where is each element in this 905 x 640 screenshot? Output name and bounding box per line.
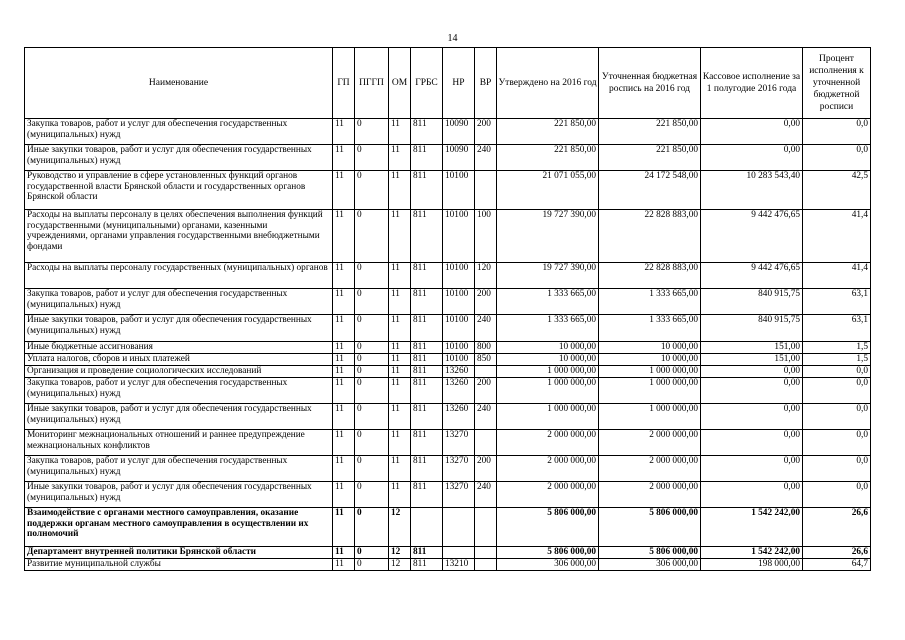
cell-name: Иные закупки товаров, работ и услуг для обеспечения государственных (муниципальных) нужд bbox=[25, 404, 333, 430]
cell-refined: 306 000,00 bbox=[599, 559, 701, 571]
cell-ppgp: 0 bbox=[355, 171, 389, 210]
cell-approved: 2 000 000,00 bbox=[497, 482, 599, 508]
cell-np: 10090 bbox=[443, 119, 475, 145]
cell-grbs: 811 bbox=[411, 171, 443, 210]
cell-percent: 63,1 bbox=[803, 289, 871, 315]
cell-gp: 11 bbox=[333, 366, 355, 378]
cell-vr: 200 bbox=[475, 289, 497, 315]
cell-ppgp: 0 bbox=[355, 119, 389, 145]
cell-gp: 11 bbox=[333, 145, 355, 171]
cell-refined: 1 000 000,00 bbox=[599, 378, 701, 404]
cell-om: 11 bbox=[389, 289, 411, 315]
cell-percent: 0,0 bbox=[803, 119, 871, 145]
cell-cash: 198 000,00 bbox=[701, 559, 803, 571]
cell-approved: 1 000 000,00 bbox=[497, 366, 599, 378]
cell-vr bbox=[475, 559, 497, 571]
cell-grbs: 811 bbox=[411, 145, 443, 171]
cell-cash: 0,00 bbox=[701, 145, 803, 171]
cell-refined: 5 806 000,00 bbox=[599, 508, 701, 547]
cell-vr: 100 bbox=[475, 210, 497, 263]
cell-approved: 21 071 055,00 bbox=[497, 171, 599, 210]
cell-grbs: 811 bbox=[411, 289, 443, 315]
cell-ppgp: 0 bbox=[355, 559, 389, 571]
cell-np: 10100 bbox=[443, 342, 475, 354]
cell-np: 13260 bbox=[443, 404, 475, 430]
cell-cash: 840 915,75 bbox=[701, 315, 803, 342]
col-header-np: НР bbox=[443, 48, 475, 119]
cell-vr bbox=[475, 430, 497, 456]
cell-cash: 9 442 476,65 bbox=[701, 210, 803, 263]
cell-ppgp: 0 bbox=[355, 456, 389, 482]
cell-cash: 1 542 242,00 bbox=[701, 547, 803, 559]
cell-grbs: 811 bbox=[411, 456, 443, 482]
cell-ppgp: 0 bbox=[355, 342, 389, 354]
cell-refined: 2 000 000,00 bbox=[599, 482, 701, 508]
cell-gp: 11 bbox=[333, 559, 355, 571]
cell-approved: 2 000 000,00 bbox=[497, 430, 599, 456]
cell-cash: 1 542 242,00 bbox=[701, 508, 803, 547]
cell-grbs: 811 bbox=[411, 547, 443, 559]
table-row bbox=[25, 378, 871, 404]
cell-vr: 240 bbox=[475, 145, 497, 171]
col-header-name: Наименование bbox=[25, 48, 333, 119]
cell-np: 13260 bbox=[443, 378, 475, 404]
cell-gp: 11 bbox=[333, 430, 355, 456]
cell-percent: 1,5 bbox=[803, 354, 871, 366]
cell-om: 11 bbox=[389, 171, 411, 210]
cell-percent: 0,0 bbox=[803, 145, 871, 171]
table-row bbox=[25, 482, 871, 508]
cell-gp: 11 bbox=[333, 342, 355, 354]
cell-ppgp: 0 bbox=[355, 289, 389, 315]
cell-refined: 24 172 548,00 bbox=[599, 171, 701, 210]
cell-np: 10100 bbox=[443, 210, 475, 263]
page-number: 14 bbox=[447, 33, 458, 44]
col-header-grbs: ГРБС bbox=[411, 48, 443, 119]
table-row bbox=[25, 263, 871, 289]
cell-np: 10100 bbox=[443, 354, 475, 366]
cell-grbs: 811 bbox=[411, 315, 443, 342]
cell-grbs: 811 bbox=[411, 482, 443, 508]
cell-gp: 11 bbox=[333, 210, 355, 263]
cell-name: Развитие муниципальной службы bbox=[25, 559, 333, 571]
cell-gp: 11 bbox=[333, 508, 355, 547]
table-row bbox=[25, 404, 871, 430]
cell-om: 11 bbox=[389, 378, 411, 404]
cell-refined: 221 850,00 bbox=[599, 119, 701, 145]
cell-approved: 10 000,00 bbox=[497, 342, 599, 354]
cell-vr: 240 bbox=[475, 315, 497, 342]
cell-name: Закупка товаров, работ и услуг для обеспечения государственных (муниципальных) нужд bbox=[25, 378, 333, 404]
cell-name: Организация и проведение социологических исследований bbox=[25, 366, 333, 378]
cell-name: Мониторинг межнациональных отношений и раннее предупреждение межнациональных конфликтов bbox=[25, 430, 333, 456]
cell-percent: 26,6 bbox=[803, 547, 871, 559]
cell-cash: 151,00 bbox=[701, 342, 803, 354]
cell-name: Иные закупки товаров, работ и услуг для обеспечения государственных (муниципальных) нужд bbox=[25, 145, 333, 171]
cell-gp: 11 bbox=[333, 354, 355, 366]
cell-np: 10100 bbox=[443, 289, 475, 315]
cell-refined: 1 333 665,00 bbox=[599, 289, 701, 315]
cell-np: 10090 bbox=[443, 145, 475, 171]
cell-approved: 306 000,00 bbox=[497, 559, 599, 571]
cell-np: 10100 bbox=[443, 171, 475, 210]
cell-approved: 2 000 000,00 bbox=[497, 456, 599, 482]
col-header-percent: Процент исполнения к уточненной бюджетной росписи bbox=[803, 48, 871, 119]
table-row bbox=[25, 145, 871, 171]
cell-cash: 0,00 bbox=[701, 430, 803, 456]
cell-vr: 240 bbox=[475, 482, 497, 508]
cell-vr bbox=[475, 508, 497, 547]
cell-grbs: 811 bbox=[411, 404, 443, 430]
col-header-gp: ГП bbox=[333, 48, 355, 119]
cell-gp: 11 bbox=[333, 263, 355, 289]
cell-om: 11 bbox=[389, 404, 411, 430]
cell-cash: 9 442 476,65 bbox=[701, 263, 803, 289]
cell-vr: 800 bbox=[475, 342, 497, 354]
cell-grbs: 811 bbox=[411, 354, 443, 366]
cell-om: 11 bbox=[389, 315, 411, 342]
cell-ppgp: 0 bbox=[355, 430, 389, 456]
cell-approved: 1 333 665,00 bbox=[497, 289, 599, 315]
cell-cash: 0,00 bbox=[701, 378, 803, 404]
col-header-cash: Кассовое исполнение за 1 полугодие 2016 года bbox=[701, 48, 803, 119]
cell-gp: 11 bbox=[333, 378, 355, 404]
cell-np bbox=[443, 547, 475, 559]
cell-refined: 2 000 000,00 bbox=[599, 456, 701, 482]
cell-vr: 850 bbox=[475, 354, 497, 366]
col-header-ppgp: ПГГП bbox=[355, 48, 389, 119]
cell-gp: 11 bbox=[333, 289, 355, 315]
cell-percent: 0,0 bbox=[803, 482, 871, 508]
cell-ppgp: 0 bbox=[355, 263, 389, 289]
cell-ppgp: 0 bbox=[355, 210, 389, 263]
cell-percent: 0,0 bbox=[803, 404, 871, 430]
cell-om: 11 bbox=[389, 263, 411, 289]
cell-approved: 1 000 000,00 bbox=[497, 404, 599, 430]
cell-approved: 1 000 000,00 bbox=[497, 378, 599, 404]
table-row bbox=[25, 315, 871, 342]
cell-approved: 10 000,00 bbox=[497, 354, 599, 366]
cell-cash: 0,00 bbox=[701, 482, 803, 508]
cell-om: 11 bbox=[389, 145, 411, 171]
cell-approved: 221 850,00 bbox=[497, 145, 599, 171]
cell-name: Взаимодействие с органами местного самоуправления, оказание поддержки органам местного самоуправления в осуществлении их полномочий bbox=[25, 508, 333, 547]
cell-ppgp: 0 bbox=[355, 145, 389, 171]
table-row bbox=[25, 547, 871, 559]
cell-name: Иные закупки товаров, работ и услуг для обеспечения государственных (муниципальных) нужд bbox=[25, 315, 333, 342]
cell-percent: 0,0 bbox=[803, 430, 871, 456]
cell-grbs: 811 bbox=[411, 263, 443, 289]
cell-percent: 0,0 bbox=[803, 456, 871, 482]
cell-refined: 10 000,00 bbox=[599, 342, 701, 354]
cell-grbs bbox=[411, 508, 443, 547]
cell-cash: 0,00 bbox=[701, 456, 803, 482]
cell-grbs: 811 bbox=[411, 119, 443, 145]
cell-om: 11 bbox=[389, 342, 411, 354]
cell-percent: 1,5 bbox=[803, 342, 871, 354]
cell-vr bbox=[475, 366, 497, 378]
table-row bbox=[25, 171, 871, 210]
cell-ppgp: 0 bbox=[355, 508, 389, 547]
cell-om: 11 bbox=[389, 119, 411, 145]
cell-cash: 0,00 bbox=[701, 404, 803, 430]
cell-vr: 120 bbox=[475, 263, 497, 289]
cell-percent: 41,4 bbox=[803, 263, 871, 289]
table-row bbox=[25, 119, 871, 145]
cell-percent: 0,0 bbox=[803, 366, 871, 378]
cell-approved: 5 806 000,00 bbox=[497, 508, 599, 547]
cell-refined: 1 000 000,00 bbox=[599, 404, 701, 430]
table-header-row bbox=[25, 48, 871, 119]
table-row bbox=[25, 430, 871, 456]
cell-ppgp: 0 bbox=[355, 315, 389, 342]
table-row bbox=[25, 456, 871, 482]
table-row bbox=[25, 366, 871, 378]
cell-percent: 41,4 bbox=[803, 210, 871, 263]
cell-np: 13210 bbox=[443, 559, 475, 571]
cell-om: 12 bbox=[389, 559, 411, 571]
cell-name: Расходы на выплаты персоналу государственных (муниципальных) органов bbox=[25, 263, 333, 289]
table-row bbox=[25, 342, 871, 354]
cell-vr bbox=[475, 171, 497, 210]
cell-om: 12 bbox=[389, 508, 411, 547]
cell-vr bbox=[475, 547, 497, 559]
cell-refined: 22 828 883,00 bbox=[599, 263, 701, 289]
cell-grbs: 811 bbox=[411, 430, 443, 456]
cell-grbs: 811 bbox=[411, 210, 443, 263]
cell-name: Иные бюджетные ассигнования bbox=[25, 342, 333, 354]
cell-om: 11 bbox=[389, 456, 411, 482]
col-header-vr: ВР bbox=[475, 48, 497, 119]
cell-np: 10100 bbox=[443, 263, 475, 289]
table-row bbox=[25, 289, 871, 315]
cell-ppgp: 0 bbox=[355, 354, 389, 366]
cell-name: Руководство и управление в сфере установленных функций органов государственной власти Брянской области и государственных органов Брянской области bbox=[25, 171, 333, 210]
cell-gp: 11 bbox=[333, 547, 355, 559]
cell-vr: 200 bbox=[475, 378, 497, 404]
cell-cash: 0,00 bbox=[701, 119, 803, 145]
cell-approved: 19 727 390,00 bbox=[497, 210, 599, 263]
cell-refined: 2 000 000,00 bbox=[599, 430, 701, 456]
cell-grbs: 811 bbox=[411, 342, 443, 354]
cell-refined: 221 850,00 bbox=[599, 145, 701, 171]
cell-approved: 1 333 665,00 bbox=[497, 315, 599, 342]
cell-vr: 200 bbox=[475, 119, 497, 145]
cell-np: 13270 bbox=[443, 430, 475, 456]
cell-vr: 240 bbox=[475, 404, 497, 430]
cell-ppgp: 0 bbox=[355, 482, 389, 508]
col-header-refined: Уточненная бюджетная роспись на 2016 год bbox=[599, 48, 701, 119]
cell-name: Департамент внутренней политики Брянской области bbox=[25, 547, 333, 559]
cell-ppgp: 0 bbox=[355, 366, 389, 378]
table-row bbox=[25, 210, 871, 263]
cell-grbs: 811 bbox=[411, 366, 443, 378]
budget-table bbox=[24, 47, 871, 571]
cell-gp: 11 bbox=[333, 404, 355, 430]
col-header-approved: Утверждено на 2016 год bbox=[497, 48, 599, 119]
cell-refined: 1 000 000,00 bbox=[599, 366, 701, 378]
cell-name: Уплата налогов, сборов и иных платежей bbox=[25, 354, 333, 366]
cell-om: 11 bbox=[389, 354, 411, 366]
cell-gp: 11 bbox=[333, 482, 355, 508]
cell-approved: 19 727 390,00 bbox=[497, 263, 599, 289]
cell-om: 11 bbox=[389, 210, 411, 263]
cell-refined: 1 333 665,00 bbox=[599, 315, 701, 342]
cell-grbs: 811 bbox=[411, 378, 443, 404]
cell-np: 13270 bbox=[443, 456, 475, 482]
table-row bbox=[25, 508, 871, 547]
cell-refined: 5 806 000,00 bbox=[599, 547, 701, 559]
cell-name: Иные закупки товаров, работ и услуг для обеспечения государственных (муниципальных) нужд bbox=[25, 482, 333, 508]
cell-refined: 10 000,00 bbox=[599, 354, 701, 366]
cell-cash: 0,00 bbox=[701, 366, 803, 378]
cell-gp: 11 bbox=[333, 119, 355, 145]
cell-approved: 5 806 000,00 bbox=[497, 547, 599, 559]
cell-np: 10100 bbox=[443, 315, 475, 342]
cell-percent: 26,6 bbox=[803, 508, 871, 547]
cell-ppgp: 0 bbox=[355, 404, 389, 430]
cell-vr: 200 bbox=[475, 456, 497, 482]
cell-approved: 221 850,00 bbox=[497, 119, 599, 145]
cell-np bbox=[443, 508, 475, 547]
cell-name: Закупка товаров, работ и услуг для обеспечения государственных (муниципальных) нужд bbox=[25, 456, 333, 482]
cell-percent: 63,1 bbox=[803, 315, 871, 342]
cell-np: 13270 bbox=[443, 482, 475, 508]
cell-cash: 840 915,75 bbox=[701, 289, 803, 315]
cell-gp: 11 bbox=[333, 315, 355, 342]
table-row bbox=[25, 354, 871, 366]
cell-gp: 11 bbox=[333, 171, 355, 210]
cell-grbs: 811 bbox=[411, 559, 443, 571]
col-header-om: ОМ bbox=[389, 48, 411, 119]
cell-om: 12 bbox=[389, 547, 411, 559]
table-row bbox=[25, 559, 871, 571]
cell-name: Расходы на выплаты персоналу в целях обеспечения выполнения функций государственными (муниципальными) органами, казенными учреждениями, органами управления государственными внебюджетными фондами bbox=[25, 210, 333, 263]
cell-cash: 151,00 bbox=[701, 354, 803, 366]
cell-percent: 64,7 bbox=[803, 559, 871, 571]
cell-ppgp: 0 bbox=[355, 378, 389, 404]
cell-om: 11 bbox=[389, 430, 411, 456]
cell-cash: 10 283 543,40 bbox=[701, 171, 803, 210]
cell-np: 13260 bbox=[443, 366, 475, 378]
cell-om: 11 bbox=[389, 482, 411, 508]
cell-om: 11 bbox=[389, 366, 411, 378]
cell-gp: 11 bbox=[333, 456, 355, 482]
cell-percent: 42,5 bbox=[803, 171, 871, 210]
cell-name: Закупка товаров, работ и услуг для обеспечения государственных (муниципальных) нужд bbox=[25, 289, 333, 315]
cell-refined: 22 828 883,00 bbox=[599, 210, 701, 263]
cell-name: Закупка товаров, работ и услуг для обеспечения государственных (муниципальных) нужд bbox=[25, 119, 333, 145]
cell-percent: 0,0 bbox=[803, 378, 871, 404]
cell-ppgp: 0 bbox=[355, 547, 389, 559]
